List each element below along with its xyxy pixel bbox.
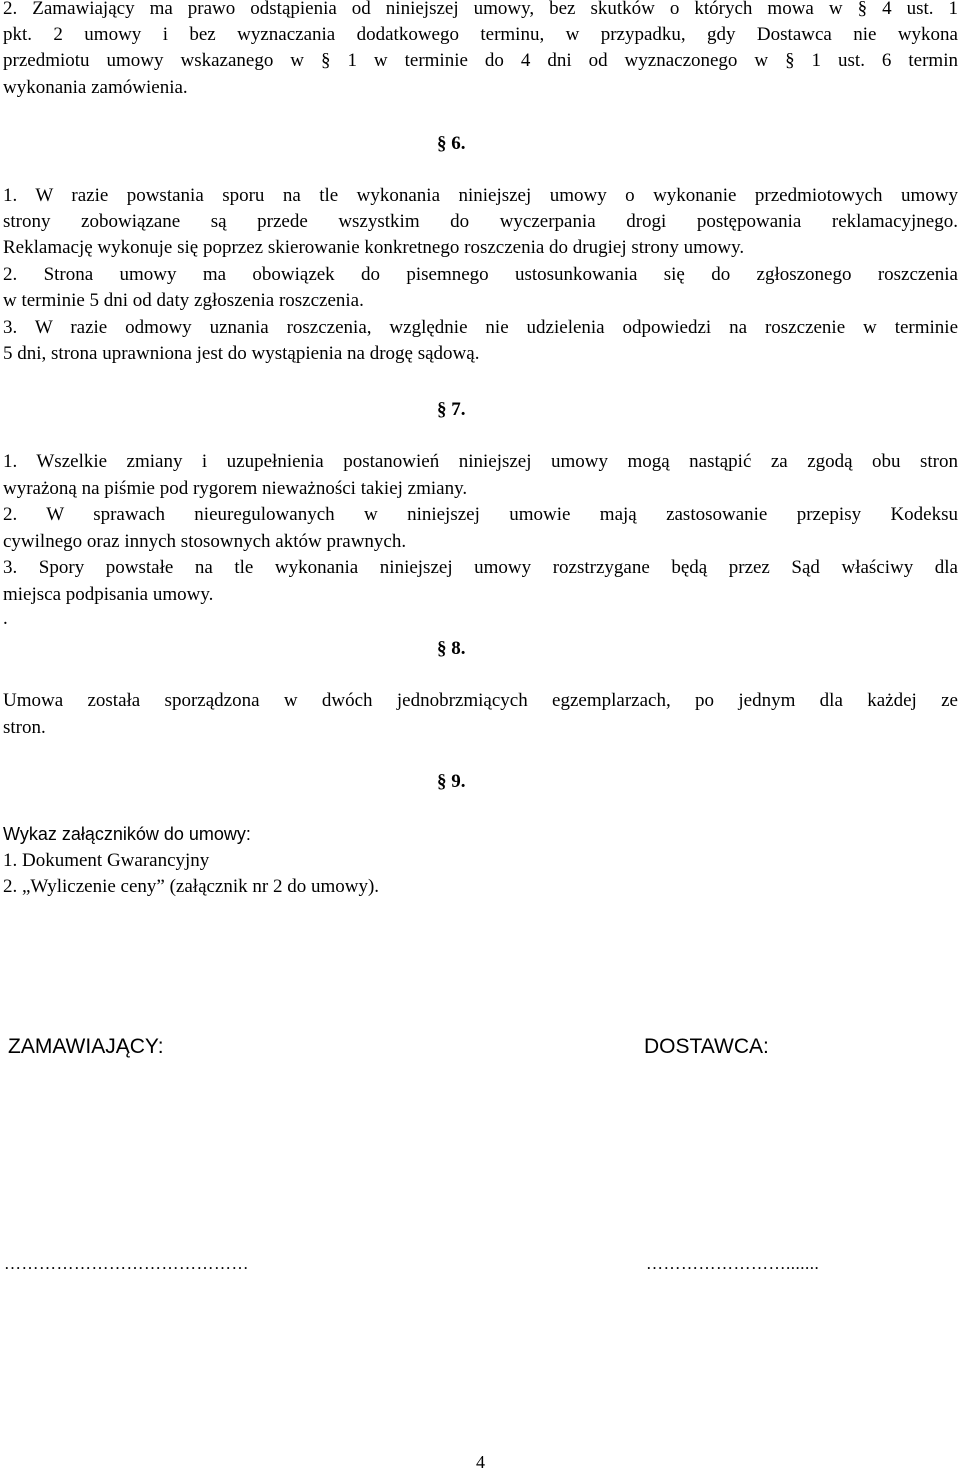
orderer-signature-line: …………………………………… <box>4 1254 249 1273</box>
s6-p2-line-2: w terminie 5 dni od daty zgłoszenia roszczenia. <box>3 290 364 311</box>
page-number: 4 <box>476 1452 485 1472</box>
s7-p1-line-1: 1. Wszelkie zmiany i uzupełnienia postanowień niniejszej umowy mogą nastąpić za zgodą obu stron <box>3 451 958 472</box>
section-8-heading: § 8. <box>437 638 466 659</box>
s6-p3-line-1: 3. W razie odmowy uznania roszczenia, względnie nie udzielenia odpowiedzi na roszczenie w terminie <box>3 317 958 338</box>
s5-line-1: 2. Zamawiający ma prawo odstąpienia od niniejszej umowy, bez skutków o których mowa w § 4 ust. 1 <box>3 0 958 19</box>
s6-p1-line-2: strony zobowiązane są przede wszystkim do wyczerpania drogi postępowania reklamacyjnego. <box>3 211 958 232</box>
s7-p1-line-2: wyrażoną na piśmie pod rygorem nieważności takiej zmiany. <box>3 478 468 499</box>
supplier-signature-line: ……………………....... <box>646 1254 820 1273</box>
attachments-title: Wykaz załączników do umowy: <box>3 824 251 844</box>
attachment-item-1: 1. Dokument Gwarancyjny <box>3 850 210 871</box>
s8-line-2: stron. <box>3 717 46 738</box>
s7-p2-line-2: cywilnego oraz innych stosownych aktów prawnych. <box>3 531 407 552</box>
s7-stray-dot: . <box>3 608 8 629</box>
orderer-signature-label: ZAMAWIAJĄCY: <box>8 1035 164 1058</box>
supplier-signature-label: DOSTAWCA: <box>644 1035 769 1058</box>
s5-line-3: przedmiotu umowy wskazanego w § 1 w terminie do 4 dni od wyznaczonego w § 1 ust. 6 termin <box>3 50 958 71</box>
section-9-heading: § 9. <box>437 771 466 792</box>
s8-line-1: Umowa została sporządzona w dwóch jednobrzmiących egzemplarzach, po jednym dla każdej ze <box>3 690 958 711</box>
section-7-heading: § 7. <box>437 399 466 420</box>
s5-line-2: pkt. 2 umowy i bez wyznaczania dodatkowego terminu, w przypadku, gdy Dostawca nie wykona <box>3 24 958 45</box>
s6-p1-line-1: 1. W razie powstania sporu na tle wykonania niniejszej umowy o wykonanie przedmiotowych umowy <box>3 185 958 206</box>
section-6-heading: § 6. <box>437 133 466 154</box>
s5-line-4: wykonania zamówienia. <box>3 77 188 98</box>
s7-p3-line-1: 3. Spory powstałe na tle wykonania niniejszej umowy rozstrzygane będą przez Sąd właściwy dla <box>3 557 958 578</box>
s6-p3-line-2: 5 dni, strona uprawniona jest do wystąpienia na drogę sądową. <box>3 343 480 364</box>
s6-p2-line-1: 2. Strona umowy ma obowiązek do pisemnego ustosunkowania się do zgłoszonego roszczenia <box>3 264 958 285</box>
attachment-item-2: 2. „Wyliczenie ceny” (załącznik nr 2 do umowy). <box>3 876 380 897</box>
s6-p1-line-3: Reklamację wykonuje się poprzez skierowanie konkretnego roszczenia do drugiej strony umowy. <box>3 237 745 258</box>
s7-p2-line-1: 2. W sprawach nieuregulowanych w niniejszej umowie mają zastosowanie przepisy Kodeksu <box>3 504 958 525</box>
s7-p3-line-2: miejsca podpisania umowy. <box>3 584 214 605</box>
